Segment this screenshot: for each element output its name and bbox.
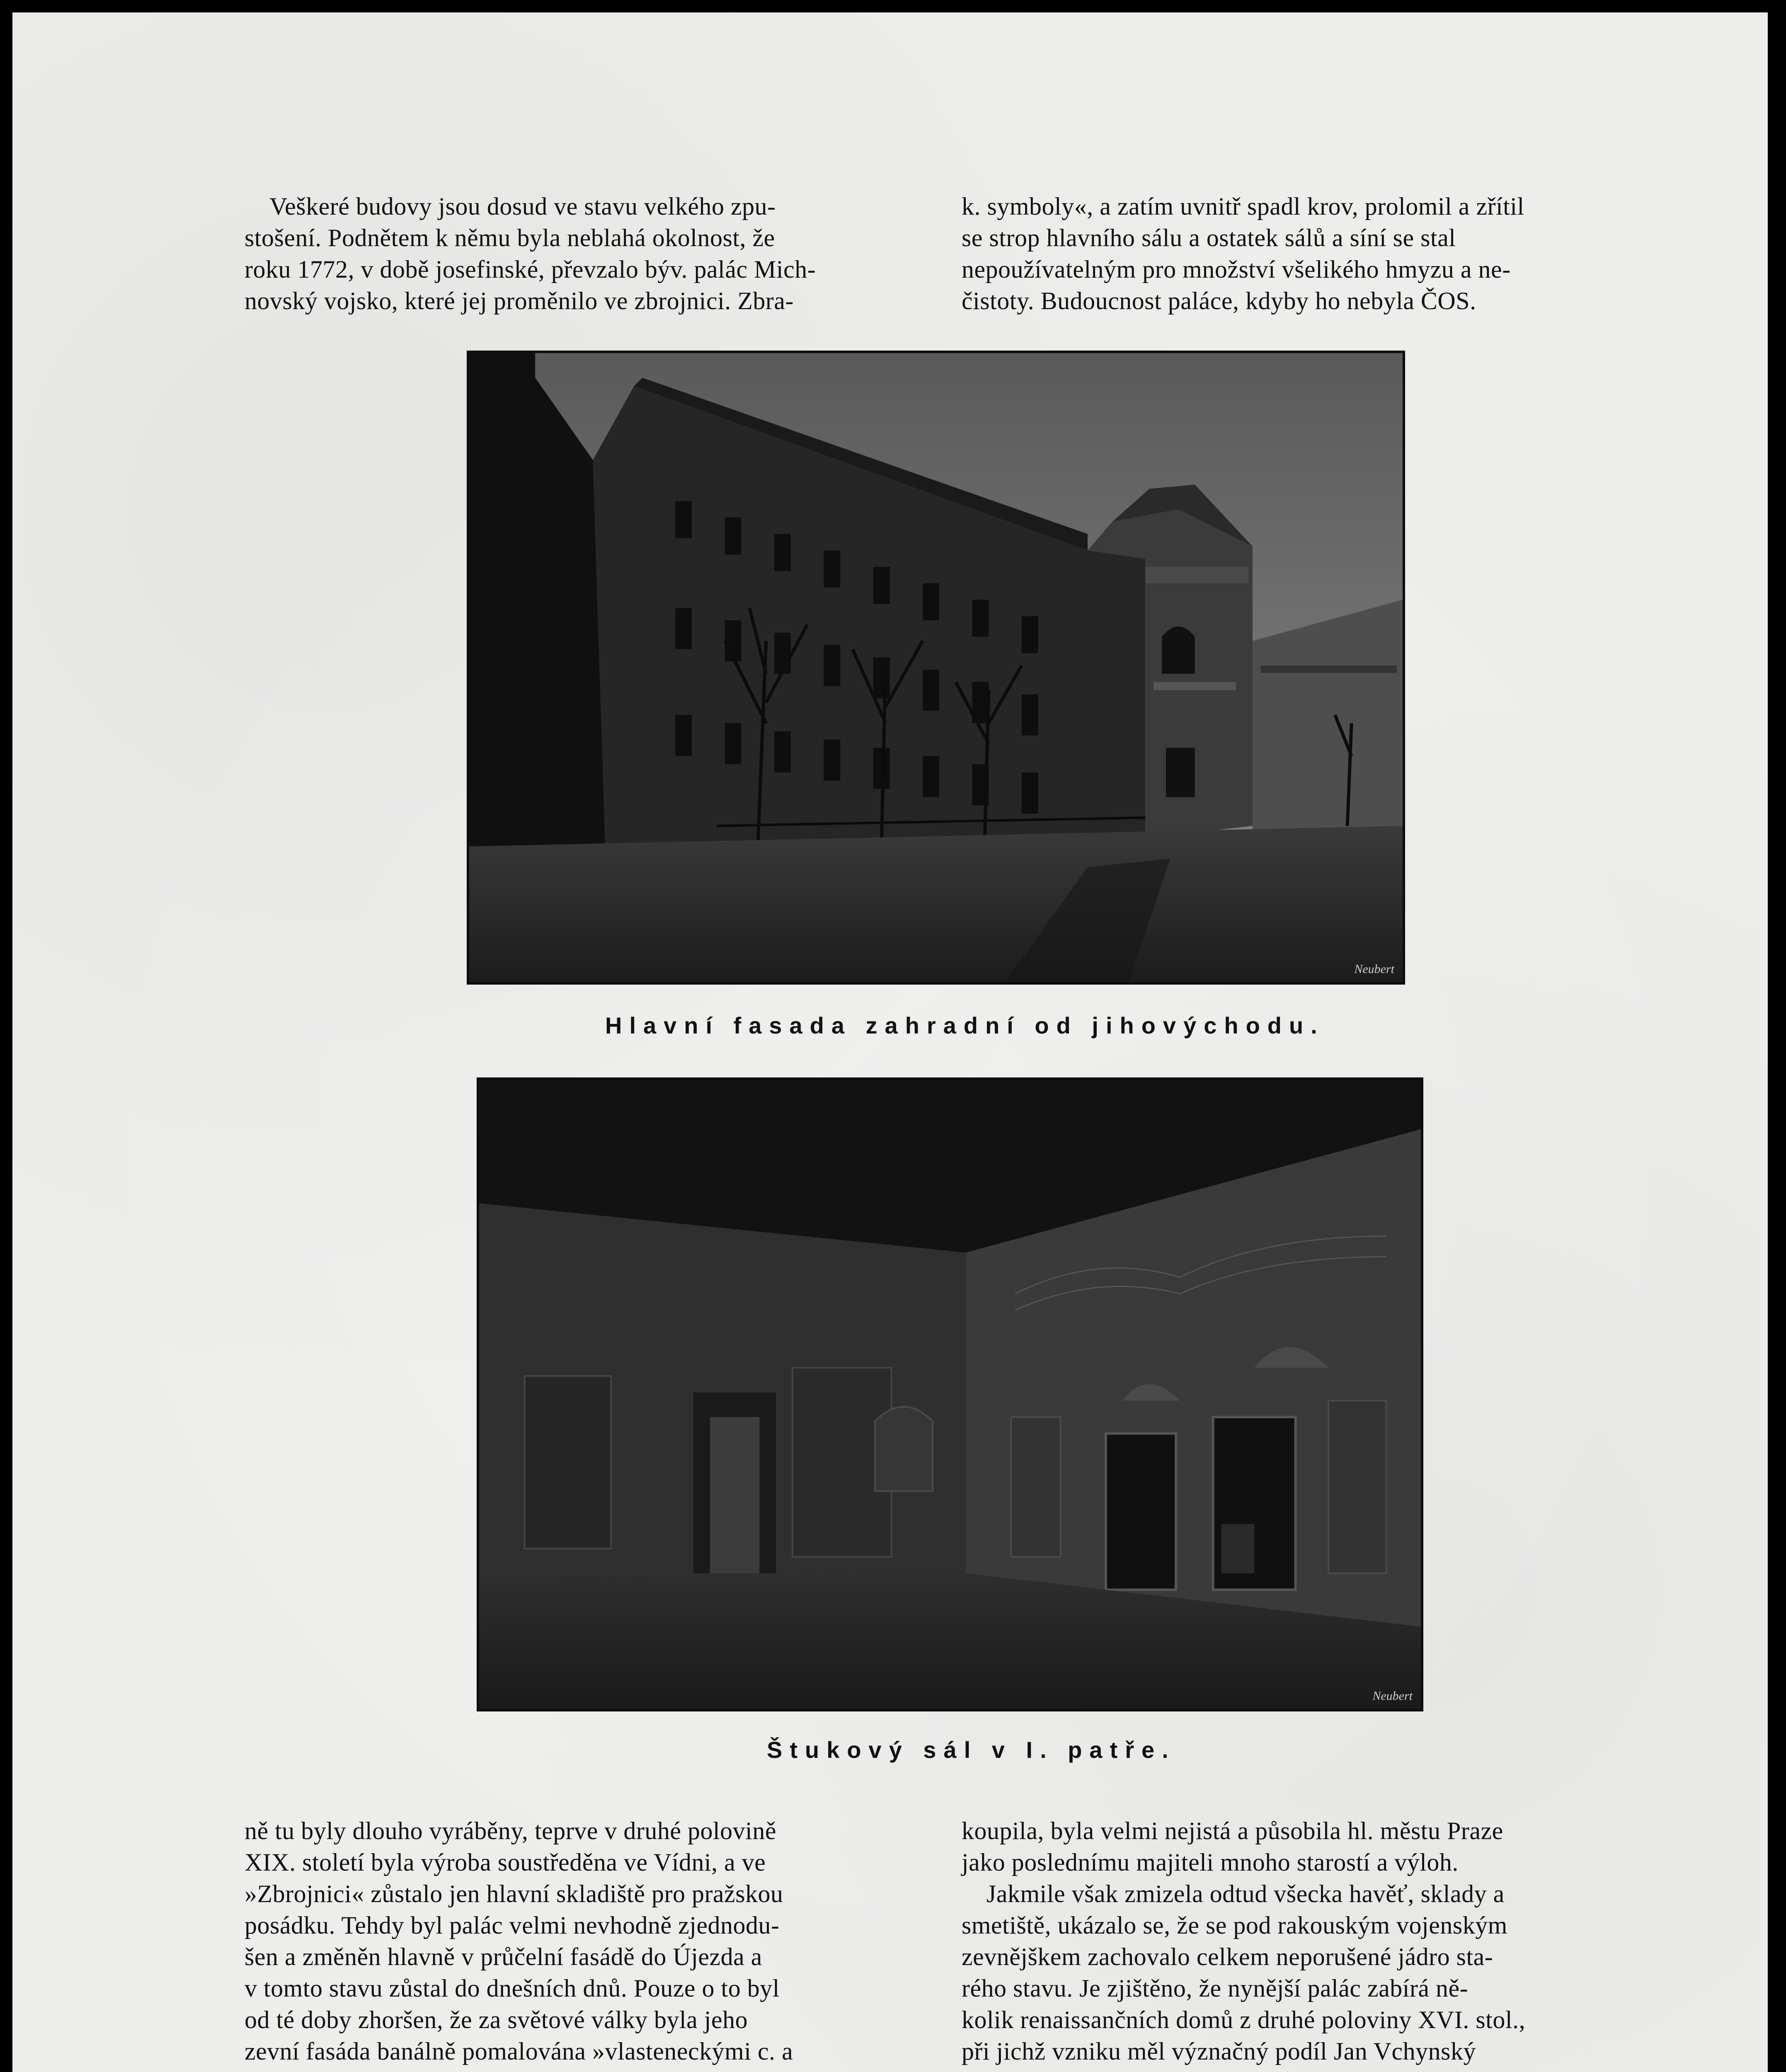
text-column-top-left [245, 191, 933, 317]
text-line: se strop hlavního sálu a ostatek sálů a síní se stal [962, 224, 1456, 252]
text-line: Jakmile však zmizela odtud všecka havěť, sklady a [986, 1880, 1505, 1907]
facade-illustration [469, 353, 1403, 982]
text-column-bottom-left [245, 1815, 937, 2067]
text-line: roku 1772, v době josefinské, převzalo býv. palác Mich- [245, 256, 816, 283]
photo-credit: Neubert [1354, 962, 1394, 976]
photo-credit: Neubert [1372, 1689, 1413, 1703]
text-line: jako poslednímu majiteli mnoho starostí a výloh. [962, 1849, 1459, 1876]
text-line: Veškeré budovy jsou dosud ve stavu velkého zpu- [269, 193, 776, 220]
text-line: od té doby zhoršen, že za světové války byla jeho [245, 2006, 748, 2033]
facade-photo [467, 351, 1405, 985]
text-line: XIX. století byla výroba soustředěna ve Vídni, a ve [245, 1849, 766, 1876]
text-line: smetiště, ukázalo se, že se pod rakouským vojenským [962, 1912, 1507, 1939]
text-line: šen a změněn hlavně v průčelní fasádě do Újezda a [245, 1943, 762, 1970]
text-line: při jichž vzniku měl význačný podíl Jan Vchynský [962, 2038, 1476, 2065]
text-line: »Zbrojnici« zůstalo jen hlavní skladiště pro pražskou [245, 1880, 783, 1907]
text-line: zevní fasáda banálně pomalována »vlasteneckými c. a [245, 2038, 793, 2065]
document-page [12, 12, 1768, 2072]
text-line: čistoty. Budoucnost paláce, kdyby ho nebyla ČOS. [962, 287, 1476, 315]
text-column-top-right [962, 191, 1666, 317]
facade-caption: Hlavní fasada zahradní od jihovýchodu. [605, 1012, 1325, 1038]
text-line: rého stavu. Je zjištěno, že nynější palác zabírá ně- [962, 1975, 1469, 2002]
text-line: kolik renaissančních domů z druhé poloviny XVI. stol., [962, 2006, 1526, 2033]
text-line: k. symboly«, a zatím uvnitř spadl krov, prolomil a zřítil [962, 193, 1524, 220]
text-line: stošení. Podnětem k němu byla neblahá okolnost, že [245, 224, 775, 252]
text-line: novský vojsko, které jej proměnilo ve zbrojnici. Zbra- [245, 287, 794, 315]
text-line: koupila, byla velmi nejistá a působila hl. městu Praze [962, 1817, 1503, 1844]
hall-caption: Štukový sál v I. patře. [767, 1737, 1176, 1763]
text-line: posádku. Tehdy byl palác velmi nevhodně zjednodu- [245, 1912, 780, 1939]
hall-illustration [479, 1080, 1421, 1709]
text-line: nepoužívatelným pro množství všelikého hmyzu a ne- [962, 256, 1511, 283]
text-line: v tomto stavu zůstal do dnešních dnů. Pouze o to byl [245, 1975, 780, 2002]
text-line: zevnějškem zachovalo celkem neporušené jádro sta- [962, 1943, 1493, 1970]
text-column-bottom-right [962, 1815, 1666, 2067]
hall-photo [477, 1077, 1423, 1711]
text-line: ně tu byly dlouho vyráběny, teprve v druhé polovině [245, 1817, 776, 1844]
